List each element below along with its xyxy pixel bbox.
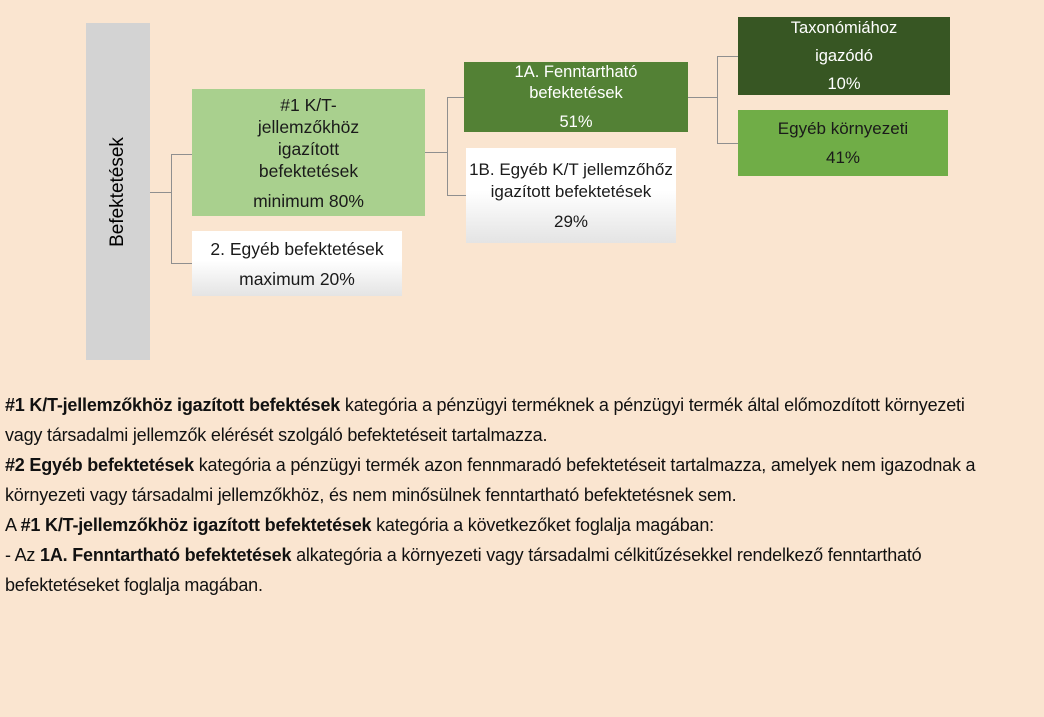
paragraph-2-text: kategória a pénzügyi termék azon fennmaradó befektetéseit tartalmazza, amelyek nem igazodnak a környezeti vagy társadalmi jellemzőkhöz, és nem minősülnek fenntartható befektetésnek sem. bbox=[5, 455, 976, 505]
connector-line bbox=[171, 263, 192, 264]
node-other-environmental-box bbox=[738, 110, 948, 176]
paragraph-4-text: alkategória a környezeti vagy társadalmi célkitűzésekkel rendelkező fenntartható befektetéseket foglalja magában. bbox=[5, 545, 922, 595]
connector-line bbox=[717, 143, 738, 144]
paragraph-1-bold-lead: #1 K/T-jellemzőkhöz igazított befektések bbox=[5, 395, 341, 415]
paragraph-1 bbox=[5, 390, 995, 450]
node-1a-sustainable-box bbox=[464, 62, 688, 132]
connector-line bbox=[688, 97, 718, 98]
paragraph-3 bbox=[5, 510, 995, 540]
paragraph-4-lead: - Az bbox=[5, 545, 41, 565]
paragraph-3-lead: A bbox=[5, 515, 21, 535]
connector-line bbox=[171, 154, 172, 264]
node-taxonomy-title-line: igazódó bbox=[815, 47, 873, 65]
node-1a-title-line: 1A. Fenntartható bbox=[514, 62, 638, 81]
node-1-title-line: jellemzőkhöz bbox=[257, 116, 360, 137]
paragraph-2-bold-lead: #2 Egyéb befektetések bbox=[5, 455, 194, 475]
node-1-title-line: #1 K/T- bbox=[280, 94, 337, 115]
explanatory-text-block bbox=[0, 390, 1044, 600]
node-1a-title-line: befektetések bbox=[529, 83, 623, 102]
node-1b-title-line: 1B. Egyéb K/T jellemzőhőz bbox=[469, 159, 673, 179]
connector-line bbox=[171, 154, 192, 155]
node-1-title-line: igazított bbox=[277, 138, 340, 159]
connector-line bbox=[425, 152, 448, 153]
node-other-environmental-title: Egyéb környezeti bbox=[777, 119, 909, 138]
node-taxonomy-title-line: Taxonómiához bbox=[790, 19, 898, 37]
paragraph-2 bbox=[5, 450, 995, 510]
paragraph-3-bold: #1 K/T-jellemzőkhöz igazított befektetések bbox=[20, 515, 372, 535]
paragraph-3-text: kategória a következőket foglalja magában: bbox=[371, 515, 714, 535]
root-node-label: Befektetések bbox=[107, 136, 128, 247]
connector-line bbox=[150, 192, 172, 193]
paragraph-4 bbox=[5, 540, 995, 600]
connector-line bbox=[717, 56, 718, 144]
node-1-kt-aligned-box bbox=[192, 89, 425, 216]
node-1a-title bbox=[515, 62, 638, 104]
node-1b-value: 29% bbox=[553, 211, 589, 231]
connector-line bbox=[447, 97, 448, 196]
paragraph-1-text: kategória a pénzügyi terméknek a pénzügyi termék által előmozdított környezeti vagy társadalmi jellemzők elérését szolgáló befektetéseit tartalmazza. bbox=[5, 395, 965, 445]
node-2-other-investments-box bbox=[192, 231, 402, 296]
node-1a-value: 51% bbox=[559, 112, 593, 131]
node-other-environmental-value: 41% bbox=[825, 148, 861, 167]
root-node-befektetesek bbox=[86, 23, 150, 360]
node-1b-title-line: igazított befektetések bbox=[490, 181, 652, 201]
connector-line bbox=[717, 56, 738, 57]
node-2-title: 2. Egyéb befektetések bbox=[210, 238, 384, 259]
node-taxonomy-value: 10% bbox=[827, 75, 861, 93]
node-1-value: minimum 80% bbox=[253, 190, 364, 211]
node-taxonomy-aligned-box bbox=[738, 17, 950, 95]
paragraph-4-bold: 1A. Fenntartható befektetések bbox=[40, 545, 292, 565]
node-1b-other-kt-box bbox=[466, 148, 676, 243]
node-1-title bbox=[258, 94, 359, 182]
node-2-value: maximum 20% bbox=[239, 268, 355, 289]
connector-line bbox=[447, 195, 466, 196]
node-1-title-line: befektetések bbox=[258, 160, 359, 181]
node-1b-title bbox=[469, 159, 673, 203]
